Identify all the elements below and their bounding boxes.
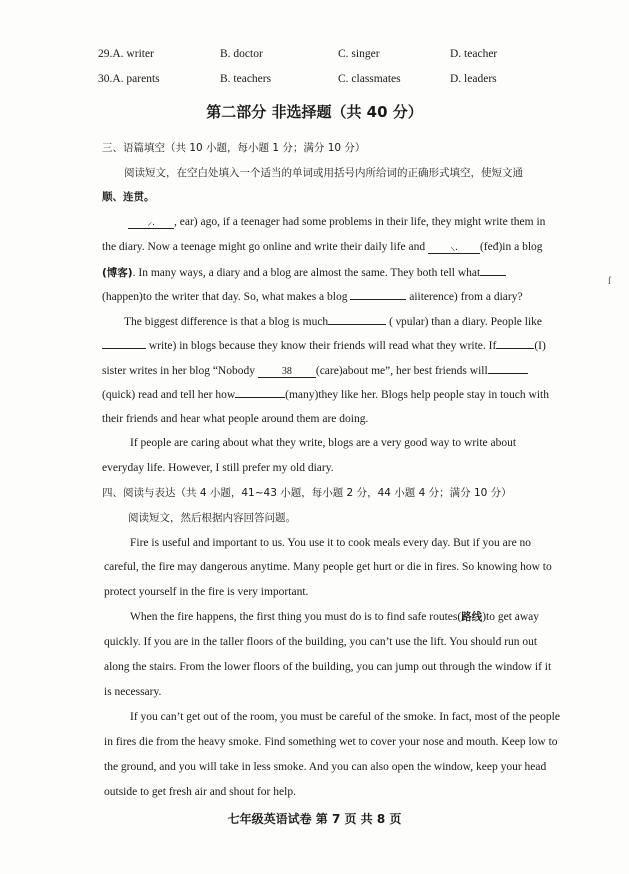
s3-p2-line4-text-b: (many)they like her. Blogs help people stay in touch with bbox=[285, 389, 549, 401]
s4-p3-line1: If you can’t get out of the room, you must be careful of the smoke. In fact, most of the people bbox=[130, 711, 560, 723]
q29-option-b: B. doctor bbox=[220, 48, 263, 60]
s3-p1-line4-text: (happen)to the writer that day. So, what makes a blog bbox=[102, 291, 348, 303]
s3-p1-line3 bbox=[102, 264, 506, 281]
s3-p1-line3-text: . In many ways, a diary and a blog are almost the same. They both tell what bbox=[132, 267, 481, 279]
s3-p2-line3 bbox=[102, 362, 528, 379]
s4-p1-line3: protect yourself in the fire is very important. bbox=[104, 586, 309, 598]
s3-p1-line2 bbox=[102, 239, 543, 255]
routes-cn-term: 路线 bbox=[461, 611, 483, 623]
q30-option-d: D. leaders bbox=[450, 73, 497, 85]
section3-heading: 三、语篇填空（共 10 小题，每小题 1 分；满分 10 分） bbox=[102, 142, 366, 154]
s4-p2-line1-text-b: )to get away bbox=[482, 611, 540, 623]
q30-option-c: C. classmates bbox=[338, 73, 401, 85]
s4-p2-line2: quickly. If you are in the taller floors of the building, you can’t use the lift. You should run out bbox=[104, 636, 538, 648]
s3-p2-line4 bbox=[102, 386, 549, 403]
s3-p1-line1-text: , ear) ago, if a teenager had some problems in their life, they might write them in bbox=[174, 216, 546, 228]
s3-p2-line1-text: The biggest difference is that a blog is much bbox=[124, 316, 329, 328]
s4-p2-line3: along the stairs. From the lower floors of the building, you can jump out through the window if it bbox=[104, 661, 552, 673]
s3-p2-line2-text-b: (I) bbox=[534, 340, 546, 352]
s3-p1-line2-text: the diary. Now a teenage might go online and write their daily life and bbox=[102, 241, 426, 253]
section4-heading: 四、阅读与表达（共 4 小题，41~43 小题，每小题 2 分，44 小题 4 分；满分 10 分） bbox=[102, 487, 512, 499]
margin-mark: ſ bbox=[608, 276, 611, 287]
section4-instruction: 阅读短文，然后根据内容回答问题。 bbox=[128, 512, 296, 524]
blank-38[interactable]: 38 bbox=[258, 366, 316, 378]
blank-31[interactable]: ⸝. bbox=[128, 217, 174, 229]
q29-option-c: C. singer bbox=[338, 48, 380, 60]
q30-option-b: B. teachers bbox=[220, 73, 272, 85]
s4-p1-line2: careful, the fire may dangerous anytime. Many people get hurt or die in fires. So knowing how to bbox=[104, 561, 552, 573]
s3-p2-line2 bbox=[102, 337, 546, 354]
blank-40[interactable] bbox=[235, 386, 285, 398]
s3-p1-line2-text-b: (feđ)in a blog bbox=[479, 241, 543, 253]
s4-p1-line1: Fire is useful and important to us. You use it to cook meals every day. But if you are no bbox=[130, 537, 532, 549]
blank-37[interactable] bbox=[496, 337, 534, 349]
s3-p2-line4-text: (quick) read and tell her how bbox=[102, 389, 236, 401]
s3-p1-line4-text-b: aiiterence) from a diary? bbox=[409, 291, 523, 303]
blank-33[interactable] bbox=[480, 264, 506, 276]
s3-p2-line1-text-b: ( νpular) than a diary. People like bbox=[389, 316, 543, 328]
part2-title: 第二部分 非选择题（共 40 分） bbox=[206, 103, 423, 121]
s4-p3-line4: outside to get fresh air and shout for help. bbox=[104, 786, 296, 798]
s3-p1-line4 bbox=[102, 288, 523, 305]
blank-36[interactable] bbox=[102, 337, 146, 349]
blank-35[interactable] bbox=[328, 313, 386, 325]
s4-p2-line1 bbox=[130, 609, 539, 625]
q30-option-a: 30.A. parents bbox=[98, 73, 160, 85]
question-29-options bbox=[98, 48, 518, 64]
page-footer: 七年级英语试卷 第 7 页 共 8 页 bbox=[227, 812, 402, 826]
q29-option-a: 29.A. writer bbox=[98, 48, 154, 60]
blog-cn-term: (博客) bbox=[102, 267, 133, 279]
s3-p3-line1: If people are caring about what they write, blogs are a very good way to write about bbox=[130, 437, 517, 449]
s4-p2-line4: is necessary. bbox=[104, 686, 162, 698]
s3-p2-line1 bbox=[124, 313, 542, 330]
s4-p2-line1-text: When the fire happens, the first thing you must do is to find safe routes( bbox=[130, 611, 462, 623]
q29-option-d: D. teacher bbox=[450, 48, 498, 60]
s3-p3-line2: everyday life. However, I still prefer my old diary. bbox=[102, 462, 334, 474]
blank-39[interactable] bbox=[488, 362, 528, 374]
section3-instruction-2: 顺、连贯。 bbox=[102, 191, 155, 203]
s4-p3-line3: the ground, and you will take in less smoke. And you can also open the window, keep your head bbox=[104, 761, 547, 773]
s3-p2-line3-text-b: (care)about me”, her best friends will bbox=[315, 365, 488, 377]
s3-p2-line5: their friends and hear what people around them are doing. bbox=[102, 413, 369, 425]
s3-p2-line2-text: write) in blogs because they know their friends will read what they write. If bbox=[148, 340, 497, 352]
blank-34[interactable] bbox=[350, 288, 406, 300]
s3-p2-line3-text: sister writes in her blog “Nobody bbox=[102, 365, 255, 377]
question-30-options bbox=[98, 73, 518, 89]
s3-p1-line1 bbox=[128, 214, 545, 230]
blank-32[interactable]: ⸜. bbox=[428, 242, 480, 254]
section3-instruction-1: 阅读短文，在空白处填入一个适当的单词或用括号内所给词的正确形式填空，使短文通 bbox=[124, 167, 523, 179]
s4-p3-line2: in fires die from the heavy smoke. Find something wet to cover your nose and mouth. Keep low to bbox=[104, 736, 558, 748]
